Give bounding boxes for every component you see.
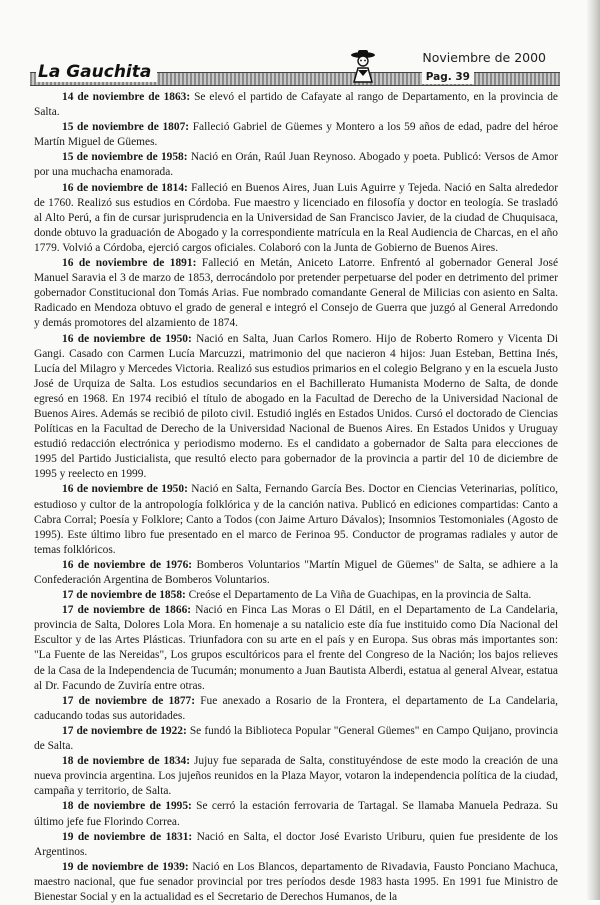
entry-text: Se elevó el partido de Cafayate al rango de Departamento, en la provincia de Salta. bbox=[34, 91, 558, 119]
entry-date: 16 de noviembre de 1950: bbox=[62, 483, 188, 496]
ephemeris-entry bbox=[34, 332, 558, 483]
ephemeris-entry bbox=[34, 482, 558, 557]
entry-text: Nació en Orán, Raúl Juan Reynoso. Abogado y poeta. Publicó: Versos de Amor por una muchacha enamorada. bbox=[34, 151, 559, 179]
ephemeris-entry bbox=[34, 150, 558, 180]
entry-text: Nació en Finca Las Moras o El Dátil, en el Departamento de La Candelaria, provincia de Salta, Dolores Lola Mora. En homenaje a su natalicio este día fue instituido como Día Nacional del Escultor y de las Artes Plásticas. Triunfadora con su arte en el país y en Europa. Sus obras más importantes son: "La Fuente de las Nereidas", Los grupos escultóricos para el frente del Congreso de la Nación; los bajos relieves de la Casa de la Independencia de Tucumán; monumento a Juan Bautista Alberdi, estatua al general Alvear, estatua al Dr. Facundo de Zuviría entre otras. bbox=[34, 604, 558, 692]
entry-date: 16 de noviembre de 1976: bbox=[62, 558, 193, 571]
entry-date: 18 de noviembre de 1995: bbox=[62, 800, 192, 813]
entry-date: 17 de noviembre de 1866: bbox=[62, 604, 192, 617]
entry-text: Falleció Gabriel de Güemes y Montero a los 59 años de edad, padre del héroe Martín Miguel de Güemes. bbox=[34, 121, 558, 149]
entry-date: 17 de noviembre de 1877: bbox=[62, 694, 196, 707]
entry-date: 16 de noviembre de 1950: bbox=[62, 332, 192, 345]
entry-date: 19 de noviembre de 1831: bbox=[62, 830, 193, 843]
entry-text: Creóse el Departamento de La Viña de Guachipas, en la provincia de Salta. bbox=[185, 589, 532, 602]
magazine-title: La Gauchita bbox=[36, 62, 157, 82]
entry-text: Jujuy fue separada de Salta, constituyéndose de este modo la creación de una nueva provincia argentina. Los jujeños reunidos en la Plaza Mayor, votaron la independencia política de la ciudad, campaña y territorio, de Salta. bbox=[34, 755, 559, 798]
entry-text: Falleció en Buenos Aires, Juan Luis Aguirre y Tejeda. Nació en Salta alrededor de 1760. Realizó sus estudios en Córdoba. Fue maestro y licenciado en filosofía y doctor en teología. Se trasladó al Alto Perú, a fin de cursar jurisprudencia en la Universidad de San Francisco Javier, de la ciudad de Chuquisaca, donde obtuvo la graduación de Abogado y la correspondiente matrícula en la Real Audiencia de Charcas, en el año 1779. Volvió a Córdoba, ejerció cargos oficiales. Colaboró con la Junta de Gobierno de Buenos Aires. bbox=[34, 181, 559, 254]
page-header bbox=[30, 48, 560, 86]
entry-date: 18 de noviembre de 1834: bbox=[62, 755, 191, 768]
entry-text: Nació en Salta, el doctor José Evaristo Uriburu, quien fue presidente de los Argentinos. bbox=[34, 830, 558, 858]
entry-text: Se fundó la Biblioteca Popular "General Güemes" en Campo Quijano, provincia de Salta. bbox=[34, 724, 558, 753]
entry-text: Se cerró la estación ferrovaria de Tartagal. Se llamaba Manuela Pedraza. Su último jefe fue Florindo Correa. bbox=[34, 800, 558, 828]
entry-date: 17 de noviembre de 1922: bbox=[62, 724, 187, 737]
ephemeris-entry bbox=[34, 181, 558, 256]
entry-date: 15 de noviembre de 1958: bbox=[62, 151, 188, 164]
ephemeris-entry bbox=[34, 724, 558, 754]
entry-text: Fue anexado a Rosario de la Frontera, el departamento de La Candelaria, caducando todas sus autoridades. bbox=[34, 694, 558, 722]
ephemerides-list bbox=[34, 90, 558, 905]
scan-shadow-edge bbox=[586, 0, 600, 900]
entry-date: 16 de noviembre de 1814: bbox=[62, 181, 188, 194]
ephemeris-entry bbox=[34, 799, 558, 829]
ephemeris-entry bbox=[34, 120, 558, 150]
ephemeris-entry bbox=[34, 603, 558, 694]
ephemeris-entry bbox=[34, 90, 558, 120]
entry-text: Bomberos Voluntarios "Martín Miguel de Güemes" de Salta, se adhiere a la Confederación Argentina de Bomberos Voluntarios. bbox=[34, 558, 559, 586]
ephemeris-entry bbox=[34, 588, 558, 603]
entry-date: 14 de noviembre de 1863: bbox=[62, 91, 191, 103]
page-number: Pag. 39 bbox=[422, 70, 474, 84]
entry-text: Nació en Salta, Juan Carlos Romero. Hijo de Roberto Romero y Vicenta Di Gangi. Casado con Carmen Lucía Marcuzzi, matrimonio del que nacieron 4 hijos: Juan Esteban, Bettina Inés, Lucía del Milagro y Mercedes Victoria. Realizó sus estudios primarios en el colegio Belgrano y en la escuela Justo José de Urquiza de Salta. Los estudios secundarios en el Bachillerato Humanista Moderno de Salta, de donde egresó en 1968. En 1974 recibió el título de abogado en la Facultad de Derecho de la Universidad Nacional de Buenos Aires. Además se recibió de piloto civil. Estudió inglés en Estados Unidos. Cursó el doctorado de Ciencias Políticas en la Facultad de Derecho de la Universidad Nacional de Buenos Aires. En Estados Unidos y Uruguay estudió redacción electrónica y periodismo moderno. Es el candidato a gobernador de Salta para elecciones de 1995 del Partido Justicialista, que resultó electo para gobernador de la provincia a partir del 10 de diciembre de 1995 y reelecto en 1999. bbox=[34, 332, 559, 481]
entry-date: 15 de noviembre de 1807: bbox=[62, 121, 190, 134]
entry-text: Nació en Los Blancos, departamento de Rivadavia, Fausto Ponciano Machuca, maestro nacional, que fue senador provincial por tres períodos desde 1983 hasta 1995. En 1991 fue Ministro de Bienestar Social y en la actualidad es el Secretario de Derechos Humanos, de la bbox=[34, 860, 558, 903]
ephemeris-entry bbox=[34, 256, 558, 331]
entry-date: 19 de noviembre de 1939: bbox=[62, 860, 189, 873]
ephemeris-entry bbox=[34, 558, 558, 588]
ephemeris-entry bbox=[34, 754, 558, 799]
issue-date: Noviembre de 2000 bbox=[422, 50, 546, 65]
gaucho-logo-icon bbox=[348, 48, 378, 84]
ephemeris-entry bbox=[34, 694, 558, 724]
ephemeris-entry bbox=[34, 860, 558, 905]
ephemeris-entry bbox=[34, 830, 558, 860]
entry-date: 16 de noviembre de 1891: bbox=[62, 257, 197, 270]
entry-text: Nació en Salta, Fernando García Bes. Doctor en Ciencias Veterinarias, político, estudioso y cultor de la antropología folklórica y de la canción nativa. Publicó en ediciones compartidas: Canto a Cabra Corral; Poesía y Folklore; Canto a Todos (con Jaime Arturo Dávalos); Insomnios Testomoniales (Agosto de 1995). Este último libro fue presentado en el marco de Ferinoa 95. Conductor de programas radiales y autor de temas folklóricos. bbox=[34, 483, 559, 556]
entry-text: Falleció en Metán, Aniceto Latorre. Enfrentó al gobernador General José Manuel Saravia el 3 de marzo de 1853, derrocándolo por pretender perpetuarse del poder en detrimento del primer gobernador Constitucional don Tomás Arias. Fue nombrado comandante General de Milicias con asiento en Salta. Radicado en Mendoza obtuvo el grado de general e integró el Consejo de Guerra que juzgó al General Arredondo y demás promotores del alzamiento de 1874. bbox=[34, 257, 559, 330]
entry-date: 17 de noviembre de 1858: bbox=[62, 589, 186, 602]
